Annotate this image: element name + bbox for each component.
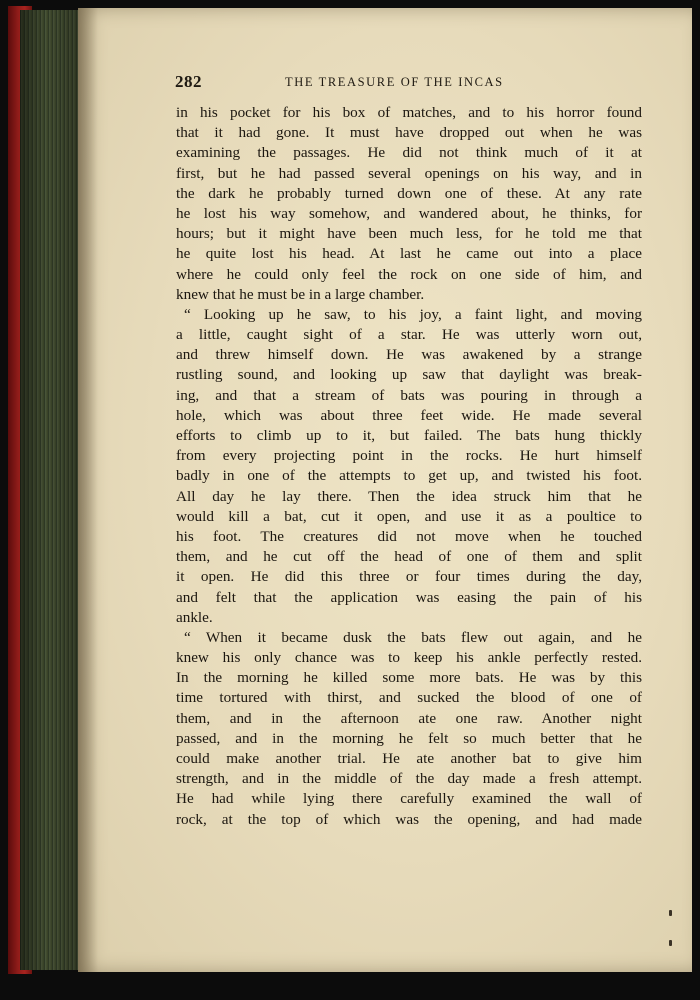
text-line: would kill a bat, cut it open, and use it as a poultice to [176, 507, 642, 525]
page-header [175, 72, 645, 96]
gutter-shadow [78, 8, 98, 972]
text-line: them, and he cut off the head of one of them and split [176, 548, 642, 566]
text-line: time tortured with thirst, and sucked the blood of one of [176, 689, 642, 707]
text-line: badly in one of the attempts to get up, and twisted his foot. [176, 467, 642, 485]
text-line: strength, and in the middle of the day made a fresh attempt. [176, 770, 642, 788]
text-line: and threw himself down. He was awakened by a strange [176, 346, 642, 364]
text-line: All day he lay there. Then the idea struck him that he [176, 487, 642, 505]
text-line: in his pocket for his box of matches, and to his horror found [176, 104, 642, 121]
body-text [176, 103, 642, 830]
text-line: “ Looking up he saw, to his joy, a faint light, and moving [184, 305, 642, 323]
text-line: ing, and that a stream of bats was pouring in through a [176, 386, 642, 404]
text-line: could make another trial. He ate another bat to give him [176, 750, 642, 767]
text-line: first, but he had passed several openings on his way, and in [176, 164, 642, 182]
text-line: where he could only feel the rock on one side of him, and [176, 265, 642, 283]
text-line: his foot. The creatures did not move when he touched [176, 527, 642, 545]
text-line: it open. He did this three or four times during the day, [176, 568, 642, 586]
page-speck [669, 940, 672, 946]
page-edges-shade [20, 10, 84, 970]
text-line: efforts to climb up to it, but failed. The bats hung thickly [176, 427, 642, 444]
text-line: hole, which was about three feet wide. He made several [176, 406, 642, 424]
page-speck [669, 910, 672, 916]
text-line: a little, caught sight of a star. He was utterly worn out, [176, 326, 642, 344]
text-line: rock, at the top of which was the opening, and had made [176, 810, 642, 828]
text-line: from every projecting point in the rocks. He hurt himself [176, 447, 642, 465]
text-line: rustling sound, and looking up saw that daylight was break- [176, 366, 642, 384]
text-line: ankle. [176, 608, 213, 626]
text-line: examining the passages. He did not think much of it at [176, 144, 642, 162]
text-line: hours; but it might have been much less, for he told me that [176, 225, 642, 243]
text-line: them, and in the afternoon ate one raw. Another night [176, 709, 642, 727]
text-line: In the morning he killed some more bats. He was by this [176, 669, 642, 687]
text-line: he quite lost his head. At last he came out into a place [176, 245, 642, 263]
text-line: passed, and in the morning he felt so much better that he [176, 729, 642, 747]
running-head: THE TREASURE OF THE INCAS [285, 75, 504, 89]
text-line: knew that he must be in a large chamber. [176, 285, 425, 303]
text-line: He had while lying there carefully examined the wall of [176, 790, 642, 808]
text-line: and felt that the application was easing the pain of his [176, 588, 642, 606]
text-line: that it had gone. It must have dropped out when he was [176, 124, 642, 142]
text-line: “ When it became dusk the bats flew out again, and he [184, 628, 642, 646]
page-number: 282 [175, 72, 202, 91]
text-line: he lost his way somehow, and wandered about, he thinks, for [176, 204, 642, 222]
text-line: the dark he probably turned down one of these. At any rate [176, 184, 642, 202]
text-line: knew his only chance was to keep his ankle perfectly rested. [176, 649, 642, 667]
